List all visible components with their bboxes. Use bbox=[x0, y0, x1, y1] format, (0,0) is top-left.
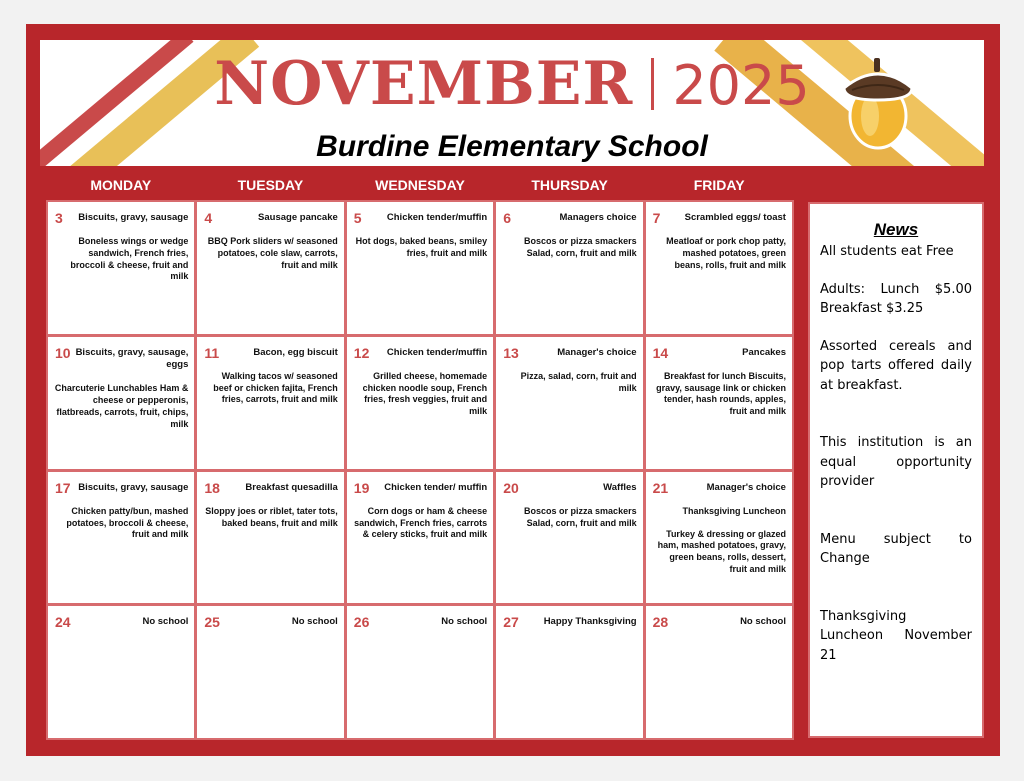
calendar-day-cell bbox=[48, 606, 194, 738]
day-number: 6 bbox=[503, 210, 511, 226]
day-number: 11 bbox=[204, 344, 220, 361]
calendar-grid bbox=[46, 200, 794, 740]
lunch-menu: Boscos or pizza smackers Salad, corn, fruit and milk bbox=[524, 505, 637, 528]
school-name: Burdine Elementary School bbox=[316, 130, 708, 163]
weekday-monday: MONDAY bbox=[90, 177, 152, 193]
day-number: 17 bbox=[55, 479, 71, 496]
breakfast-menu: No school bbox=[291, 616, 338, 628]
breakfast-menu: No school bbox=[142, 616, 189, 628]
calendar-day-cell bbox=[347, 606, 493, 738]
news-title: News bbox=[873, 220, 919, 239]
lunch-menu: Chicken patty/bun, mashed potatoes, broccoli & cheese, fruit and milk bbox=[66, 505, 189, 540]
day-number: 19 bbox=[353, 479, 370, 496]
lunch-menu: Breakfast for lunch Biscuits, gravy, sausage link or chicken tender, hash rounds, apples, fruit and milk bbox=[656, 371, 786, 417]
day-number: 20 bbox=[503, 479, 519, 496]
day-number: 13 bbox=[503, 344, 519, 361]
breakfast-menu: No school bbox=[441, 616, 488, 628]
title-separator bbox=[651, 58, 654, 110]
day-number: 26 bbox=[353, 614, 370, 631]
day-number: 18 bbox=[204, 479, 220, 496]
calendar-day-cell bbox=[347, 202, 493, 334]
lunch-menu: Boscos or pizza smackers Salad, corn, fruit and milk bbox=[524, 236, 637, 259]
news-item: All students eat Free bbox=[820, 244, 954, 259]
lunch-menu: Thanksgiving Luncheon bbox=[682, 505, 786, 516]
calendar-day-cell bbox=[48, 202, 194, 334]
breakfast-menu: Sausage pancake bbox=[258, 212, 338, 223]
calendar-day-cell bbox=[197, 202, 343, 334]
lunch-menu: Boneless wings or wedge sandwich, French fries, broccoli & cheese, fruit and milk bbox=[70, 236, 189, 282]
breakfast-menu: Manager's choice bbox=[706, 481, 786, 493]
breakfast-menu: Pancakes bbox=[742, 346, 786, 358]
calendar-day-cell bbox=[48, 337, 194, 469]
acorn-icon bbox=[840, 54, 916, 150]
breakfast-menu: Chicken tender/muffin bbox=[386, 346, 488, 358]
calendar-day-cell bbox=[496, 472, 642, 604]
calendar-day-cell bbox=[496, 202, 642, 334]
day-number: 27 bbox=[503, 614, 519, 631]
day-number: 5 bbox=[353, 210, 362, 226]
breakfast-menu: Bacon, egg biscuit bbox=[253, 346, 338, 358]
title-month: NOVEMBER bbox=[214, 49, 634, 119]
breakfast-menu: Managers choice bbox=[559, 212, 637, 223]
calendar-day-cell bbox=[347, 337, 493, 469]
weekday-thursday: THURSDAY bbox=[531, 177, 608, 193]
day-number: 25 bbox=[204, 614, 220, 631]
breakfast-menu: Waffles bbox=[603, 481, 637, 493]
calendar-day-cell bbox=[646, 606, 792, 738]
lunch-menu: Charcuterie Lunchables Ham & cheese or pepperonis, flatbreads, carrots, fruit, chips, milk bbox=[54, 383, 189, 429]
breakfast-menu: Manager's choice bbox=[557, 346, 637, 358]
day-number: 14 bbox=[652, 344, 669, 361]
calendar-day-cell bbox=[496, 606, 642, 738]
calendar-day-cell bbox=[197, 337, 343, 469]
calendar-day-cell bbox=[646, 337, 792, 469]
calendar-day-cell bbox=[197, 606, 343, 738]
breakfast-menu: No school bbox=[740, 616, 786, 628]
news-panel bbox=[808, 202, 984, 738]
lunch-menu: BBQ Pork sliders w/ seasoned potatoes, cole slaw, carrots, fruit and milk bbox=[207, 236, 338, 270]
news-item: Thanksgiving Luncheon November 21 bbox=[820, 608, 972, 663]
day-number: 24 bbox=[55, 614, 71, 631]
lunch-menu: Corn dogs or ham & cheese sandwich, French fries, carrots & celery sticks, fruit and milk bbox=[354, 505, 488, 540]
breakfast-menu: Biscuits, gravy, sausage bbox=[78, 481, 189, 493]
day-number: 4 bbox=[204, 210, 213, 226]
weekday-header-row bbox=[46, 172, 794, 198]
lunch-menu: Sloppy joes or riblet, tater tots, baked beans, fruit and milk bbox=[205, 505, 338, 528]
calendar-day-cell bbox=[496, 337, 642, 469]
calendar-day-cell bbox=[646, 472, 792, 604]
day-number: 28 bbox=[652, 614, 669, 631]
lunch-menu: Meatloaf or pork chop patty, mashed potatoes, green beans, rolls, fruit and milk bbox=[666, 236, 786, 270]
calendar-day-cell bbox=[48, 472, 194, 604]
news-item: Adults: Lunch $5.00 Breakfast $3.25 bbox=[820, 281, 972, 316]
lunch-menu: Walking tacos w/ seasoned beef or chicken fajita, French fries, carrots, fruit and milk bbox=[213, 371, 338, 405]
breakfast-menu: Chicken tender/muffin bbox=[386, 212, 488, 223]
calendar-header bbox=[40, 40, 984, 166]
lunch-menu: Grilled cheese, homemade chicken noodle soup, French fries, fresh veggies, fruit and milk bbox=[362, 371, 488, 417]
breakfast-menu: Breakfast quesadilla bbox=[245, 481, 338, 493]
day-number: 21 bbox=[652, 479, 669, 496]
weekday-tuesday: TUESDAY bbox=[237, 177, 304, 193]
day-number: 10 bbox=[55, 344, 71, 361]
breakfast-menu: Happy Thanksgiving bbox=[543, 616, 637, 628]
lunch-menu: Pizza, salad, corn, fruit and milk bbox=[520, 371, 637, 393]
news-item: Menu subject to Change bbox=[820, 531, 972, 566]
day-number: 7 bbox=[652, 210, 661, 226]
news-item: This institution is an equal opportunity provider bbox=[820, 435, 972, 489]
weekday-friday: FRIDAY bbox=[693, 177, 745, 193]
day-number: 3 bbox=[55, 210, 63, 226]
news-item: Assorted cereals and pop tarts offered daily at breakfast. bbox=[820, 338, 972, 393]
weekday-wednesday: WEDNESDAY bbox=[375, 177, 465, 193]
lunch-menu: Hot dogs, baked beans, smiley fries, fruit and milk bbox=[355, 236, 488, 259]
day-number: 12 bbox=[353, 344, 370, 361]
breakfast-menu: Chicken tender/ muffin bbox=[384, 481, 488, 493]
breakfast-menu: Biscuits, gravy, sausage bbox=[78, 212, 189, 223]
title-year: 2025 bbox=[672, 54, 810, 117]
calendar-day-cell bbox=[347, 472, 493, 604]
calendar-day-cell bbox=[197, 472, 343, 604]
breakfast-menu: Biscuits, gravy, sausage, eggs bbox=[75, 346, 189, 371]
breakfast-menu: Scrambled eggs/ toast bbox=[684, 212, 786, 223]
lunch-menu: Turkey & dressing or glazed ham, mashed potatoes, gravy, green beans, rolls, dessert, fruit and milk bbox=[657, 528, 786, 574]
calendar-day-cell bbox=[646, 202, 792, 334]
